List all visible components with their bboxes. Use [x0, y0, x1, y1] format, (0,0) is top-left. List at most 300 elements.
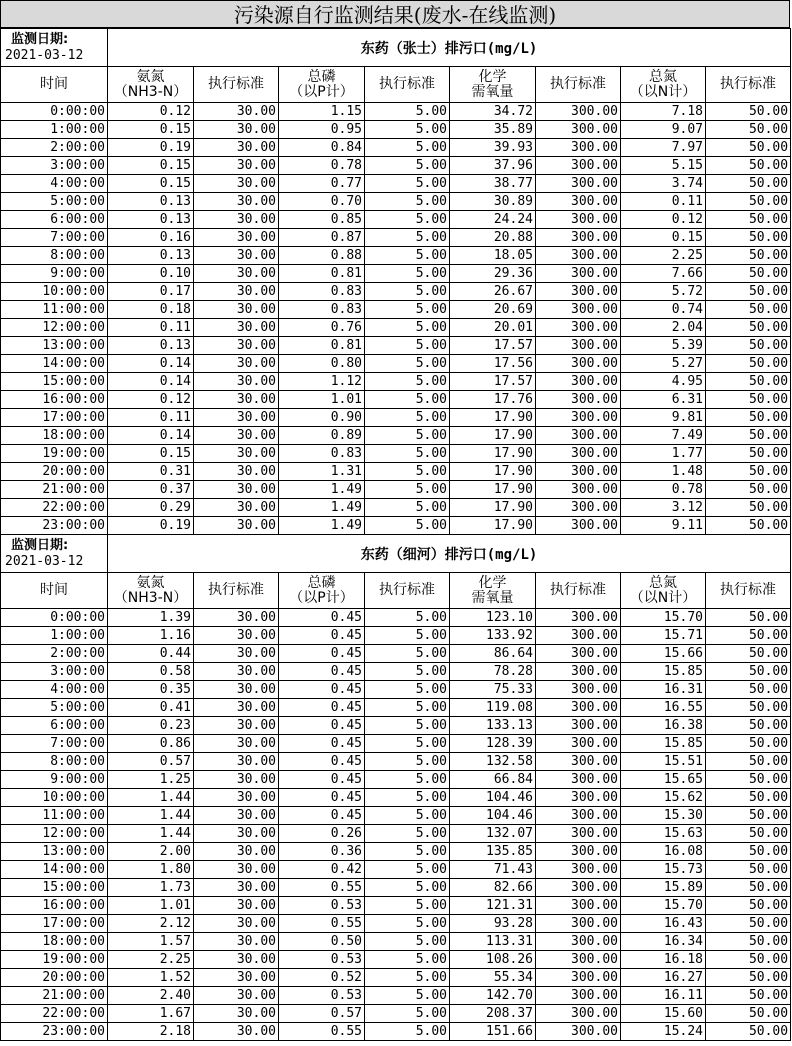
value-cell: 5.00 — [365, 789, 450, 807]
value-cell: 7.49 — [621, 427, 706, 445]
value-cell: 5.00 — [365, 609, 450, 627]
value-cell: 1.57 — [108, 933, 194, 951]
column-header — [279, 573, 365, 609]
value-cell: 0.13 — [108, 247, 194, 265]
value-cell: 30.00 — [194, 969, 279, 987]
value-cell: 5.72 — [621, 283, 706, 301]
value-cell: 15.70 — [621, 897, 706, 915]
value-cell: 9.81 — [621, 409, 706, 427]
time-cell: 4:00:00 — [1, 175, 108, 193]
value-cell: 30.00 — [194, 771, 279, 789]
value-cell: 15.66 — [621, 645, 706, 663]
table-row — [1, 301, 791, 319]
value-cell: 55.34 — [450, 969, 536, 987]
value-cell: 0.45 — [279, 699, 365, 717]
value-cell: 300.00 — [536, 229, 621, 247]
value-cell: 2.04 — [621, 319, 706, 337]
value-cell: 0.23 — [108, 717, 194, 735]
value-cell: 15.60 — [621, 1005, 706, 1023]
value-cell: 300.00 — [536, 193, 621, 211]
value-cell: 0.14 — [108, 373, 194, 391]
table-row — [1, 735, 791, 753]
value-cell: 50.00 — [706, 735, 791, 753]
value-cell: 0.45 — [279, 789, 365, 807]
table-row — [1, 717, 791, 735]
value-cell: 0.14 — [108, 355, 194, 373]
value-cell: 5.00 — [365, 427, 450, 445]
value-cell: 0.53 — [279, 951, 365, 969]
value-cell: 78.28 — [450, 663, 536, 681]
value-cell: 300.00 — [536, 789, 621, 807]
value-cell: 30.00 — [194, 337, 279, 355]
value-cell: 300.00 — [536, 645, 621, 663]
value-cell: 6.31 — [621, 391, 706, 409]
time-cell: 22:00:00 — [1, 499, 108, 517]
table-row — [1, 897, 791, 915]
value-cell: 300.00 — [536, 319, 621, 337]
value-cell: 2.18 — [108, 1023, 194, 1041]
time-cell: 21:00:00 — [1, 987, 108, 1005]
value-cell: 0.57 — [108, 753, 194, 771]
value-cell: 1.01 — [279, 391, 365, 409]
value-cell: 300.00 — [536, 157, 621, 175]
value-cell: 5.00 — [365, 717, 450, 735]
value-cell: 15.85 — [621, 735, 706, 753]
value-cell: 20.69 — [450, 301, 536, 319]
value-cell: 300.00 — [536, 175, 621, 193]
value-cell: 50.00 — [706, 753, 791, 771]
value-cell: 30.00 — [194, 229, 279, 247]
value-cell: 15.73 — [621, 861, 706, 879]
column-header-line: 时间 — [40, 582, 68, 598]
column-header-line: （以P计） — [289, 589, 354, 606]
value-cell: 17.90 — [450, 463, 536, 481]
value-cell: 50.00 — [706, 337, 791, 355]
value-cell: 300.00 — [536, 499, 621, 517]
table-row — [1, 337, 791, 355]
value-cell: 1.77 — [621, 445, 706, 463]
table-row — [1, 933, 791, 951]
value-cell: 16.55 — [621, 699, 706, 717]
value-cell: 5.00 — [365, 699, 450, 717]
value-cell: 30.00 — [194, 915, 279, 933]
table-row — [1, 355, 791, 373]
value-cell: 0.45 — [279, 681, 365, 699]
value-cell: 15.85 — [621, 663, 706, 681]
time-cell: 23:00:00 — [1, 517, 108, 535]
value-cell: 0.19 — [108, 517, 194, 535]
value-cell: 113.31 — [450, 933, 536, 951]
value-cell: 1.39 — [108, 609, 194, 627]
column-header — [365, 573, 450, 609]
value-cell: 50.00 — [706, 121, 791, 139]
value-cell: 50.00 — [706, 211, 791, 229]
column-header — [194, 573, 279, 609]
time-cell: 5:00:00 — [1, 699, 108, 717]
value-cell: 119.08 — [450, 699, 536, 717]
value-cell: 5.00 — [365, 987, 450, 1005]
table-row — [1, 753, 791, 771]
value-cell: 0.13 — [108, 193, 194, 211]
table-row — [1, 319, 791, 337]
value-cell: 50.00 — [706, 951, 791, 969]
value-cell: 300.00 — [536, 717, 621, 735]
value-cell: 0.12 — [621, 211, 706, 229]
value-cell: 133.13 — [450, 717, 536, 735]
value-cell: 38.77 — [450, 175, 536, 193]
value-cell: 5.00 — [365, 915, 450, 933]
outlet-name: 东药（细河）排污口(mg/L) — [108, 535, 791, 573]
value-cell: 5.00 — [365, 301, 450, 319]
value-cell: 5.00 — [365, 139, 450, 157]
value-cell: 50.00 — [706, 319, 791, 337]
time-cell: 4:00:00 — [1, 681, 108, 699]
time-cell: 11:00:00 — [1, 807, 108, 825]
value-cell: 1.25 — [108, 771, 194, 789]
value-cell: 0.78 — [621, 481, 706, 499]
time-cell: 9:00:00 — [1, 265, 108, 283]
value-cell: 5.00 — [365, 373, 450, 391]
value-cell: 128.39 — [450, 735, 536, 753]
column-header-line: 化学 — [478, 574, 507, 591]
value-cell: 5.00 — [365, 337, 450, 355]
column-header-line: 化学 — [478, 68, 507, 85]
value-cell: 0.19 — [108, 139, 194, 157]
column-header — [194, 67, 279, 103]
value-cell: 30.00 — [194, 1005, 279, 1023]
value-cell: 30.00 — [194, 265, 279, 283]
time-cell: 7:00:00 — [1, 735, 108, 753]
value-cell: 300.00 — [536, 933, 621, 951]
time-cell: 11:00:00 — [1, 301, 108, 319]
value-cell: 0.95 — [279, 121, 365, 139]
value-cell: 16.31 — [621, 681, 706, 699]
column-header-line: （以N计） — [629, 589, 697, 606]
table-row — [1, 627, 791, 645]
value-cell: 30.00 — [194, 879, 279, 897]
value-cell: 50.00 — [706, 463, 791, 481]
value-cell: 1.44 — [108, 789, 194, 807]
value-cell: 0.88 — [279, 247, 365, 265]
value-cell: 50.00 — [706, 861, 791, 879]
value-cell: 2.25 — [621, 247, 706, 265]
value-cell: 300.00 — [536, 337, 621, 355]
value-cell: 300.00 — [536, 373, 621, 391]
value-cell: 0.11 — [108, 319, 194, 337]
value-cell: 0.44 — [108, 645, 194, 663]
value-cell: 15.30 — [621, 807, 706, 825]
value-cell: 5.00 — [365, 319, 450, 337]
value-cell: 15.89 — [621, 879, 706, 897]
value-cell: 17.90 — [450, 409, 536, 427]
value-cell: 16.34 — [621, 933, 706, 951]
value-cell: 30.00 — [194, 481, 279, 499]
value-cell: 300.00 — [536, 481, 621, 499]
value-cell: 30.00 — [194, 499, 279, 517]
value-cell: 5.00 — [365, 825, 450, 843]
table-row — [1, 229, 791, 247]
value-cell: 26.67 — [450, 283, 536, 301]
value-cell: 300.00 — [536, 265, 621, 283]
value-cell: 50.00 — [706, 987, 791, 1005]
value-cell: 50.00 — [706, 193, 791, 211]
value-cell: 5.00 — [365, 951, 450, 969]
value-cell: 300.00 — [536, 247, 621, 265]
table-row — [1, 987, 791, 1005]
value-cell: 208.37 — [450, 1005, 536, 1023]
time-cell: 7:00:00 — [1, 229, 108, 247]
value-cell: 2.25 — [108, 951, 194, 969]
column-header-line: 总氮 — [649, 574, 677, 591]
value-cell: 5.00 — [365, 211, 450, 229]
column-header-line: 时间 — [40, 76, 68, 92]
column-header-line: 执行标准 — [720, 582, 777, 598]
value-cell: 30.00 — [194, 951, 279, 969]
table-row — [1, 861, 791, 879]
table-row — [1, 609, 791, 627]
value-cell: 5.00 — [365, 103, 450, 121]
value-cell: 300.00 — [536, 915, 621, 933]
value-cell: 30.00 — [194, 121, 279, 139]
value-cell: 50.00 — [706, 517, 791, 535]
table-row — [1, 139, 791, 157]
value-cell: 5.00 — [365, 969, 450, 987]
section-header-row — [1, 535, 791, 573]
value-cell: 0.90 — [279, 409, 365, 427]
monitoring-date-value: 2021-03-12 — [5, 47, 84, 63]
value-cell: 0.81 — [279, 337, 365, 355]
column-header — [450, 67, 536, 103]
column-header — [536, 67, 621, 103]
value-cell: 50.00 — [706, 427, 791, 445]
column-header-line: （NH3-N） — [113, 589, 188, 606]
column-header-line: （以N计） — [629, 83, 697, 100]
value-cell: 1.67 — [108, 1005, 194, 1023]
column-header — [450, 573, 536, 609]
value-cell: 5.00 — [365, 265, 450, 283]
time-cell: 8:00:00 — [1, 753, 108, 771]
value-cell: 30.00 — [194, 355, 279, 373]
value-cell: 300.00 — [536, 409, 621, 427]
value-cell: 50.00 — [706, 825, 791, 843]
value-cell: 16.11 — [621, 987, 706, 1005]
time-cell: 20:00:00 — [1, 969, 108, 987]
value-cell: 123.10 — [450, 609, 536, 627]
value-cell: 5.00 — [365, 517, 450, 535]
value-cell: 0.15 — [108, 445, 194, 463]
time-cell: 17:00:00 — [1, 915, 108, 933]
value-cell: 5.00 — [365, 247, 450, 265]
table-row — [1, 771, 791, 789]
column-header-line: （NH3-N） — [113, 83, 188, 100]
value-cell: 300.00 — [536, 463, 621, 481]
value-cell: 30.00 — [194, 753, 279, 771]
value-cell: 300.00 — [536, 969, 621, 987]
column-header-line: 需氧量 — [471, 589, 514, 606]
value-cell: 30.00 — [194, 193, 279, 211]
value-cell: 39.93 — [450, 139, 536, 157]
table-row — [1, 427, 791, 445]
value-cell: 1.01 — [108, 897, 194, 915]
value-cell: 1.44 — [108, 807, 194, 825]
value-cell: 5.00 — [365, 897, 450, 915]
value-cell: 30.00 — [194, 699, 279, 717]
time-cell: 6:00:00 — [1, 717, 108, 735]
value-cell: 5.00 — [365, 445, 450, 463]
time-cell: 21:00:00 — [1, 481, 108, 499]
value-cell: 9.07 — [621, 121, 706, 139]
value-cell: 5.00 — [365, 463, 450, 481]
value-cell: 0.26 — [279, 825, 365, 843]
value-cell: 30.00 — [194, 735, 279, 753]
value-cell: 142.70 — [450, 987, 536, 1005]
column-header-line: （以P计） — [289, 83, 354, 100]
value-cell: 0.77 — [279, 175, 365, 193]
value-cell: 0.45 — [279, 609, 365, 627]
value-cell: 20.88 — [450, 229, 536, 247]
value-cell: 300.00 — [536, 301, 621, 319]
value-cell: 0.45 — [279, 663, 365, 681]
value-cell: 300.00 — [536, 987, 621, 1005]
table-row — [1, 807, 791, 825]
value-cell: 5.00 — [365, 157, 450, 175]
monitoring-date-value: 2021-03-12 — [5, 553, 84, 569]
table-row — [1, 463, 791, 481]
value-cell: 17.90 — [450, 427, 536, 445]
table-row — [1, 121, 791, 139]
value-cell: 0.58 — [108, 663, 194, 681]
column-header — [279, 67, 365, 103]
report-title: 污染源自行监测结果(废水-在线监测) — [0, 0, 790, 28]
column-header-line: 氨氮 — [136, 68, 165, 85]
value-cell: 17.90 — [450, 445, 536, 463]
column-header — [365, 67, 450, 103]
value-cell: 5.00 — [365, 391, 450, 409]
column-header — [536, 573, 621, 609]
value-cell: 30.00 — [194, 609, 279, 627]
value-cell: 0.11 — [621, 193, 706, 211]
value-cell: 0.45 — [279, 771, 365, 789]
value-cell: 300.00 — [536, 681, 621, 699]
value-cell: 1.15 — [279, 103, 365, 121]
value-cell: 300.00 — [536, 139, 621, 157]
value-cell: 151.66 — [450, 1023, 536, 1041]
value-cell: 0.53 — [279, 897, 365, 915]
value-cell: 5.00 — [365, 1005, 450, 1023]
value-cell: 5.00 — [365, 175, 450, 193]
value-cell: 5.00 — [365, 627, 450, 645]
value-cell: 50.00 — [706, 717, 791, 735]
outlet-name: 东药（张士）排污口(mg/L) — [108, 29, 791, 67]
value-cell: 0.15 — [108, 175, 194, 193]
value-cell: 15.24 — [621, 1023, 706, 1041]
value-cell: 50.00 — [706, 897, 791, 915]
value-cell: 24.24 — [450, 211, 536, 229]
value-cell: 0.11 — [108, 409, 194, 427]
time-cell: 13:00:00 — [1, 843, 108, 861]
value-cell: 30.00 — [194, 319, 279, 337]
value-cell: 5.00 — [365, 807, 450, 825]
column-header — [706, 573, 791, 609]
value-cell: 1.80 — [108, 861, 194, 879]
value-cell: 300.00 — [536, 771, 621, 789]
column-header-line: 执行标准 — [208, 582, 264, 598]
time-cell: 1:00:00 — [1, 121, 108, 139]
table-row — [1, 1005, 791, 1023]
value-cell: 30.00 — [194, 897, 279, 915]
table-row — [1, 681, 791, 699]
value-cell: 2.12 — [108, 915, 194, 933]
time-cell: 10:00:00 — [1, 789, 108, 807]
time-cell: 19:00:00 — [1, 951, 108, 969]
value-cell: 50.00 — [706, 969, 791, 987]
value-cell: 17.57 — [450, 373, 536, 391]
value-cell: 0.55 — [279, 1023, 365, 1041]
value-cell: 30.00 — [194, 1023, 279, 1041]
column-header — [108, 67, 194, 103]
value-cell: 17.57 — [450, 337, 536, 355]
value-cell: 300.00 — [536, 951, 621, 969]
value-cell: 0.80 — [279, 355, 365, 373]
time-cell: 16:00:00 — [1, 391, 108, 409]
value-cell: 50.00 — [706, 391, 791, 409]
value-cell: 50.00 — [706, 157, 791, 175]
table-row — [1, 175, 791, 193]
value-cell: 300.00 — [536, 1005, 621, 1023]
value-cell: 30.00 — [194, 681, 279, 699]
value-cell: 0.37 — [108, 481, 194, 499]
value-cell: 2.40 — [108, 987, 194, 1005]
value-cell: 135.85 — [450, 843, 536, 861]
value-cell: 0.15 — [108, 121, 194, 139]
value-cell: 30.00 — [194, 789, 279, 807]
value-cell: 300.00 — [536, 663, 621, 681]
value-cell: 5.15 — [621, 157, 706, 175]
time-cell: 12:00:00 — [1, 319, 108, 337]
value-cell: 0.81 — [279, 265, 365, 283]
value-cell: 50.00 — [706, 807, 791, 825]
value-cell: 30.00 — [194, 627, 279, 645]
value-cell: 5.00 — [365, 283, 450, 301]
value-cell: 0.55 — [279, 879, 365, 897]
value-cell: 300.00 — [536, 445, 621, 463]
table-row — [1, 211, 791, 229]
value-cell: 35.89 — [450, 121, 536, 139]
column-header — [1, 67, 108, 103]
value-cell: 17.56 — [450, 355, 536, 373]
value-cell: 50.00 — [706, 789, 791, 807]
value-cell: 37.96 — [450, 157, 536, 175]
value-cell: 0.84 — [279, 139, 365, 157]
column-header — [1, 573, 108, 609]
value-cell: 0.89 — [279, 427, 365, 445]
value-cell: 0.15 — [621, 229, 706, 247]
monitoring-table-body — [1, 29, 791, 1041]
value-cell: 5.00 — [365, 409, 450, 427]
time-cell: 15:00:00 — [1, 373, 108, 391]
value-cell: 0.78 — [279, 157, 365, 175]
column-header — [621, 573, 706, 609]
value-cell: 30.00 — [194, 373, 279, 391]
value-cell: 5.00 — [365, 771, 450, 789]
value-cell: 300.00 — [536, 879, 621, 897]
value-cell: 300.00 — [536, 427, 621, 445]
value-cell: 7.18 — [621, 103, 706, 121]
value-cell: 1.49 — [279, 481, 365, 499]
column-header — [108, 573, 194, 609]
time-cell: 5:00:00 — [1, 193, 108, 211]
value-cell: 16.27 — [621, 969, 706, 987]
